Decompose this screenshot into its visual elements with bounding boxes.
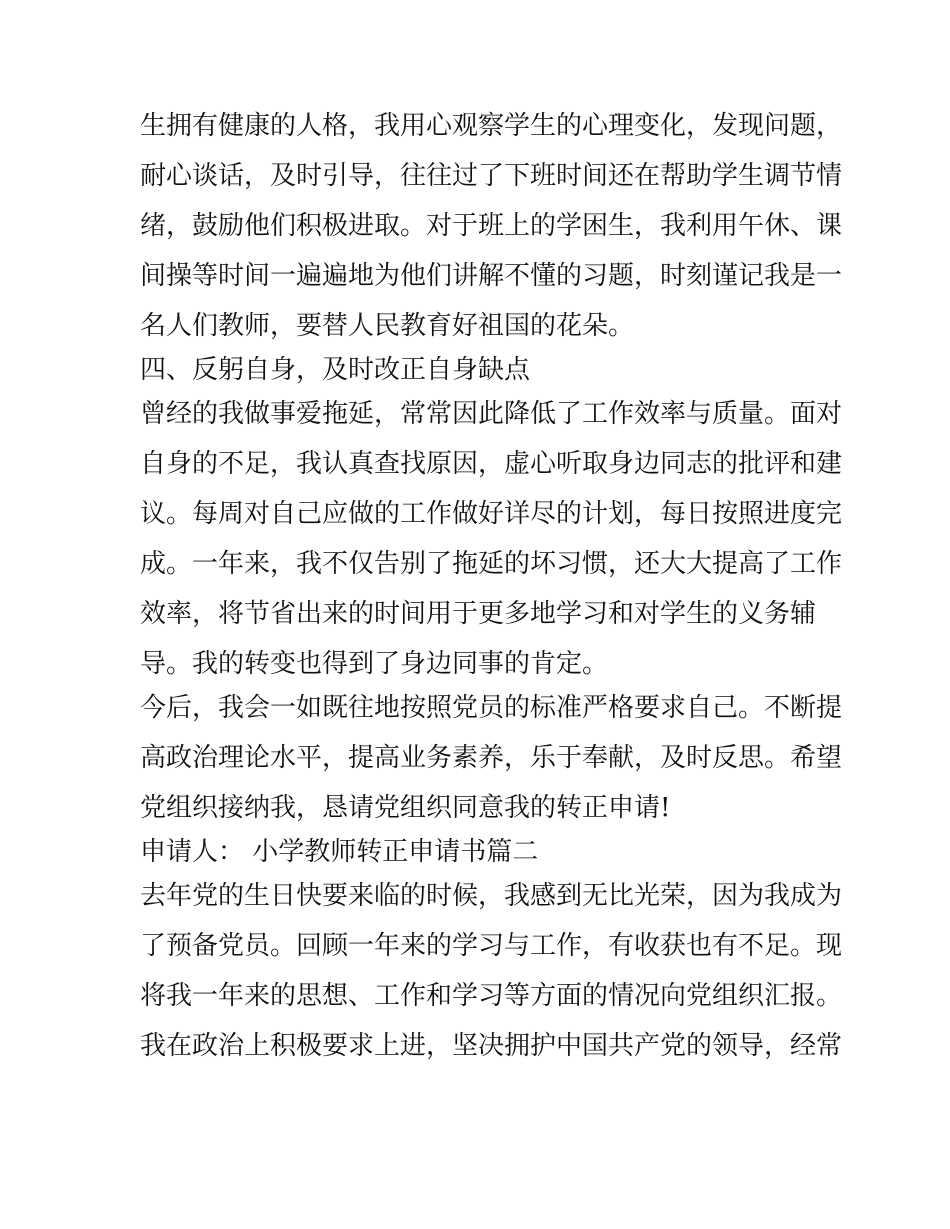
text-line: 曾经的我做事爱拖延，常常因此降低了工作效率与质量。面对 <box>140 399 843 429</box>
text-line: 名人们教师，要替人民教育好祖国的花朵。 <box>140 311 635 341</box>
text-line: 成。一年来，我不仅告别了拖延的坏习惯，还大大提高了工作 <box>140 549 843 579</box>
text-line: 生拥有健康的人格，我用心观察学生的心理变化，发现问题， <box>140 111 843 141</box>
text-line: 自身的不足，我认真查找原因，虚心听取身边同志的批评和建 <box>140 449 843 479</box>
text-line: 效率，将节省出来的时间用于更多地学习和对学生的义务辅 <box>140 599 817 629</box>
text-line: 耐心谈话，及时引导，往往过了下班时间还在帮助学生调节情 <box>140 161 843 191</box>
applicant-line: 申请人： 小学教师转正申请书篇二 <box>140 837 539 867</box>
text-line: 导。我的转变也得到了身边同事的肯定。 <box>140 649 609 679</box>
text-line: 党组织接纳我，恳请党组织同意我的转正申请! <box>140 793 671 823</box>
text-line: 绪，鼓励他们积极进取。对于班上的学困生，我利用午休、课 <box>140 211 843 241</box>
text-line: 我在政治上积极要求上进，坚决拥护中国共产党的领导，经常 <box>140 1031 843 1061</box>
document-body <box>140 104 843 1068</box>
text-line: 将我一年来的思想、工作和学习等方面的情况向党组织汇报。 <box>140 981 843 1011</box>
text-line: 议。每周对自己应做的工作做好详尽的计划，每日按照进度完 <box>140 499 843 529</box>
text-line: 高政治理论水平，提高业务素养，乐于奉献，及时反思。希望 <box>140 743 843 773</box>
text-line: 今后，我会一如既往地按照党员的标准严格要求自己。不断提 <box>140 693 843 723</box>
text-line: 去年党的生日快要来临的时候，我感到无比光荣，因为我成为 <box>140 881 843 911</box>
text-line: 了预备党员。回顾一年来的学习与工作，有收获也有不足。现 <box>140 931 843 961</box>
text-line: 间操等时间一遍遍地为他们讲解不懂的习题，时刻谨记我是一 <box>140 261 843 291</box>
section-heading: 四、反躬自身，及时改正自身缺点 <box>140 355 531 385</box>
